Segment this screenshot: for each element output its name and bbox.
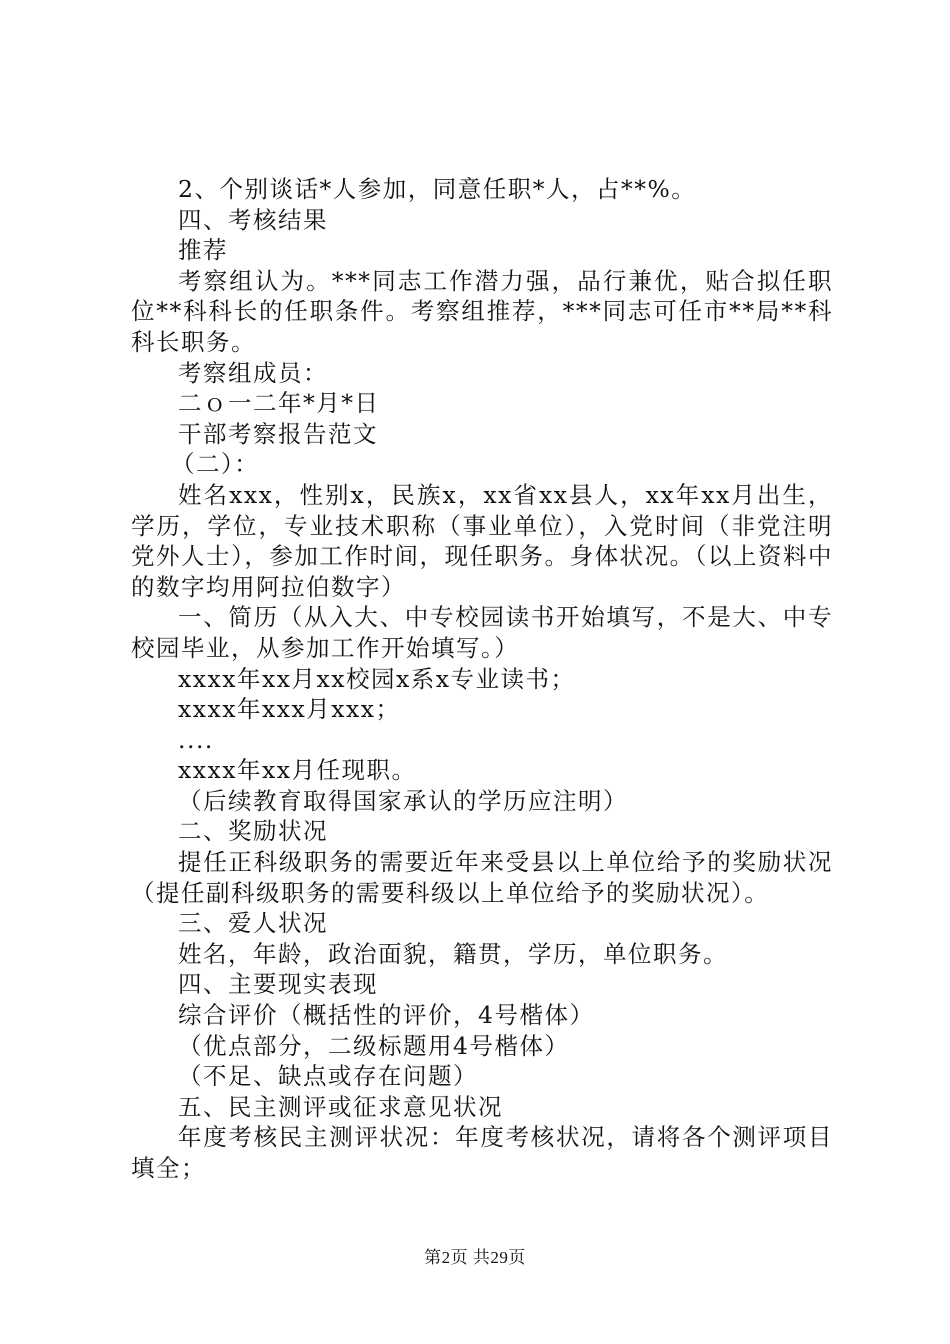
date-line: 二ｏ一二年*月*日 bbox=[178, 389, 380, 418]
section-heading: 一、简历（从入大、中专校园读书开始填写，不是大、中专校园毕业，从参加工作开始填写。） bbox=[131, 603, 833, 662]
paragraph-line: （不足、缺点或存在问题） bbox=[178, 1062, 478, 1091]
paragraph-line: （优点部分，二级标题用4号楷体） bbox=[178, 1031, 570, 1060]
section-heading: 四、主要现实表现 bbox=[178, 970, 378, 999]
subtitle: （二）： bbox=[171, 450, 260, 479]
document-body bbox=[131, 174, 833, 1184]
section-heading: 三、爱人状况 bbox=[178, 909, 328, 938]
section-heading: 四、考核结果 bbox=[178, 205, 328, 234]
section-heading: 五、民主测评或征求意见状况 bbox=[178, 1092, 503, 1121]
paragraph-line: 2、个别谈话*人参加，同意任职*人，占**%。 bbox=[178, 175, 697, 203]
paragraph-line: （后续教育取得国家承认的学历应注明） bbox=[178, 786, 628, 815]
list-item: xxxx年xx月任现职。 bbox=[178, 756, 417, 785]
section-heading: 二、奖励状况 bbox=[178, 817, 328, 846]
list-item: xxxx年xx月xx校园x系x专业读书； bbox=[178, 664, 576, 693]
document-title: 干部考察报告范文 bbox=[178, 419, 378, 448]
paragraph-line: 姓名，年龄，政治面貌，籍贯，学历，单位职务。 bbox=[178, 939, 728, 968]
paragraph-line: 考察组成员： bbox=[178, 358, 328, 387]
paragraph-line: 推荐 bbox=[178, 236, 228, 265]
paragraph: 提任正科级职务的需要近年来受县以上单位给予的奖励状况（提任副科级职务的需要科级以上单位给予的奖励状况）。 bbox=[131, 848, 833, 907]
paragraph: 姓名xxx，性别x，民族x，xx省xx县人，xx年xx月出生，学历，学位，专业技术职称（事业单位），入党时间（非党注明党外人士），参加工作时间，现任职务。身体状况。（以上资料中的数字均用阿拉伯数字） bbox=[131, 480, 833, 601]
list-item: .... bbox=[178, 725, 214, 754]
paragraph: 年度考核民主测评状况：年度考核状况，请将各个测评项目填全； bbox=[131, 1123, 833, 1182]
page-number-footer: 第2页 共29页 bbox=[424, 1248, 526, 1267]
paragraph-line: 综合评价（概括性的评价，4号楷体） bbox=[178, 1001, 595, 1030]
paragraph: 考察组认为。***同志工作潜力强，品行兼优，贴合拟任职位**科科长的任职条件。考察组推荐，***同志可任市**局**科科长职务。 bbox=[131, 266, 833, 356]
list-item: xxxx年xxx月xxx； bbox=[178, 695, 401, 724]
